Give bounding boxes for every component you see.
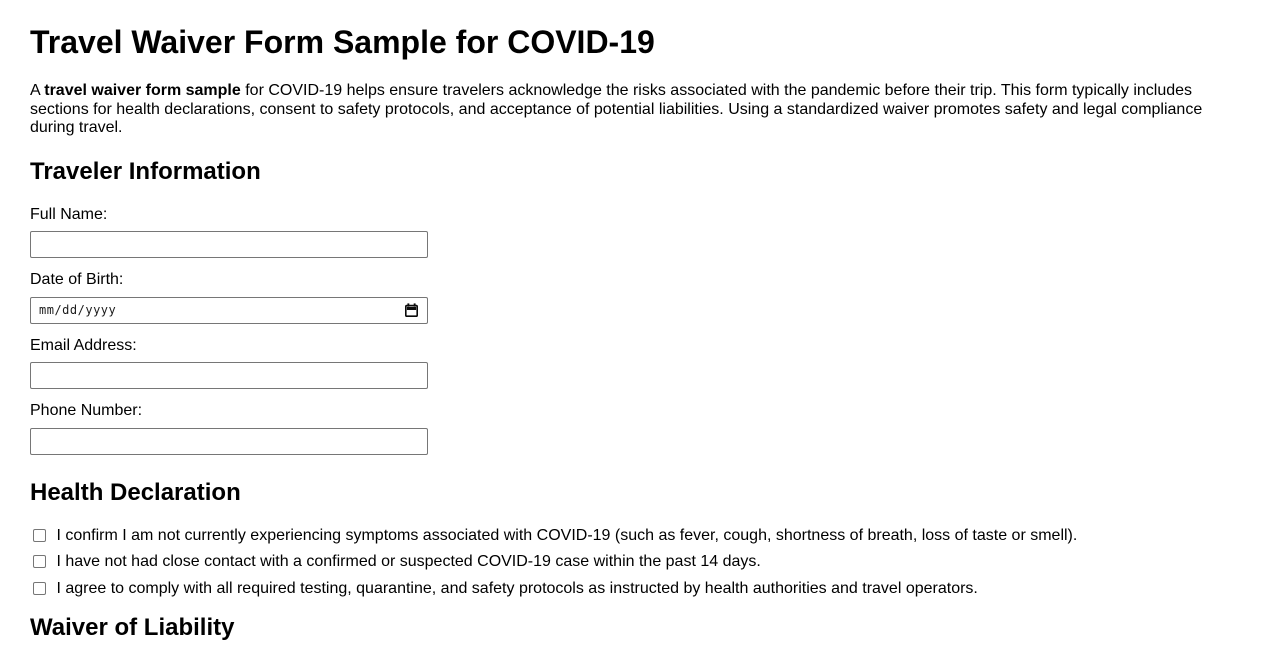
calendar-icon[interactable] <box>404 303 419 318</box>
protocol-compliance-checkbox-label: I agree to comply with all required testing, quarantine, and safety protocols as instructed by health authorities and travel operators. <box>56 579 978 597</box>
page-title: Travel Waiver Form Sample for COVID-19 <box>30 24 655 60</box>
symptoms-checkbox[interactable] <box>33 529 46 542</box>
close-contact-checkbox-label: I have not had close contact with a confirmed or suspected COVID-19 case within the past 14 days. <box>56 553 761 570</box>
close-contact-checkbox[interactable] <box>33 555 46 568</box>
full-name-label: Full Name: <box>30 205 108 223</box>
field-email-address <box>30 337 1248 390</box>
section-waiver-of-liability <box>30 614 1248 642</box>
waiver-of-liability-heading: Waiver of Liability <box>30 614 235 641</box>
full-name-input[interactable] <box>30 231 428 258</box>
section-health-declaration <box>30 479 1248 599</box>
intro-text-bold: travel waiver form sample <box>44 82 241 99</box>
traveler-information-heading: Traveler Information <box>30 157 261 185</box>
checkbox-row-close-contact <box>30 553 1248 572</box>
phone-number-label: Phone Number: <box>30 402 143 419</box>
symptoms-checkbox-label: I confirm I am not currently experiencing symptoms associated with COVID-19 (such as fever, cough, shortness of breath, loss of taste or smell). <box>56 526 1078 544</box>
intro-text-prefix: A <box>30 82 45 99</box>
date-placeholder: mm/dd/yyyy <box>39 302 117 317</box>
field-date-of-birth <box>30 271 1248 324</box>
intro-paragraph <box>30 82 1248 138</box>
travel-waiver-page <box>30 24 1248 642</box>
email-address-label: Email Address: <box>30 336 137 354</box>
intro-text-rest: for COVID-19 helps ensure travelers acknowledge the risks associated with the pandemic before their trip. This form typically includes sections for health declarations, consent to safety protocols, and acceptance of potential liabilities. Using a standardized waiver promotes safety and legal compliance during travel. <box>30 82 1203 136</box>
checkbox-row-protocol-compliance <box>30 580 1248 599</box>
phone-number-input[interactable] <box>30 428 428 455</box>
date-of-birth-label: Date of Birth: <box>30 271 124 288</box>
email-address-input[interactable] <box>30 362 428 389</box>
field-full-name <box>30 206 1248 259</box>
checkbox-row-symptoms <box>30 527 1248 546</box>
field-phone-number <box>30 402 1248 455</box>
date-of-birth-input[interactable] <box>30 297 428 324</box>
health-declaration-heading: Health Declaration <box>30 478 241 506</box>
protocol-compliance-checkbox[interactable] <box>33 582 46 595</box>
section-traveler-information <box>30 158 1248 455</box>
